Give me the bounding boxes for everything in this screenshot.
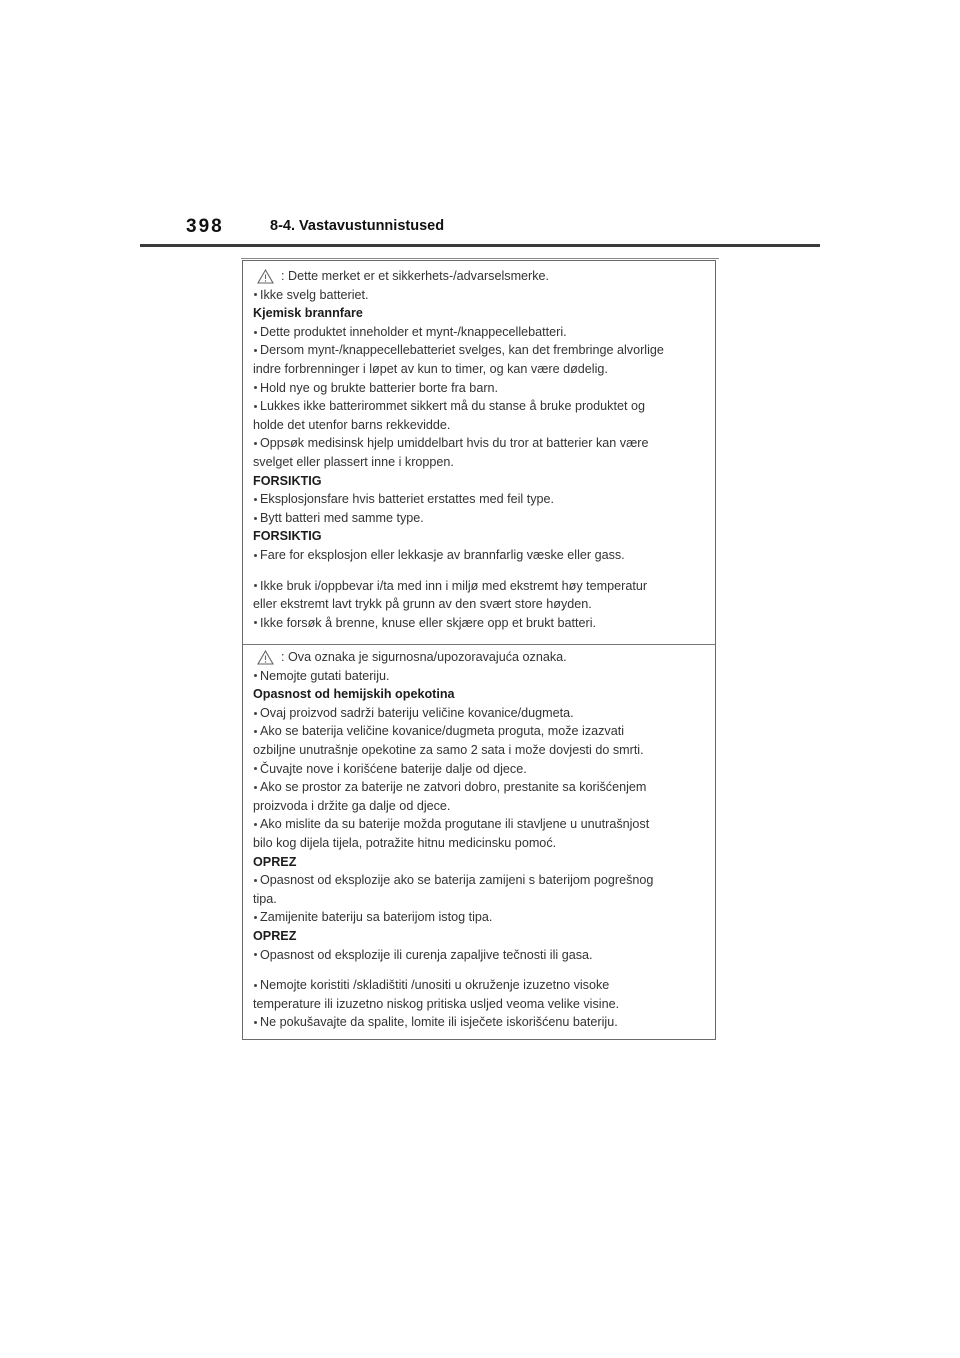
norwegian-lines: [253, 286, 709, 633]
line-text: Nemojte koristiti /skladištiti /unositi u okruženje izuzetno visoke: [260, 978, 610, 993]
label-text-line: [253, 490, 709, 509]
label-text-line: [253, 778, 709, 797]
label-text-line: [253, 360, 709, 379]
line-text: holde det utenfor barns rekkevidde.: [253, 417, 451, 432]
line-text: Ovaj proizvod sadrži bateriju veličine kovanice/dugmeta.: [260, 705, 574, 720]
warning-triangle-icon: [257, 269, 274, 284]
line-text: OPREZ: [253, 928, 297, 943]
line-text: Dette produktet inneholder et mynt-/knappecellebatteri.: [260, 324, 567, 339]
line-text: temperature ili izuzetno niskog pritiska usljed veoma velike visine.: [253, 996, 620, 1011]
line-text: Oppsøk medisinsk hjelp umiddelbart hvis du tror at batterier kan være: [260, 436, 649, 451]
label-text-line: [253, 815, 709, 834]
label-heading: [253, 472, 709, 491]
label-text-line: [253, 834, 709, 853]
line-text: Ako se prostor za baterije ne zatvori dobro, prestanite sa korišćenjem: [260, 780, 647, 795]
bullet-icon: [254, 823, 257, 826]
bullet-icon: [254, 349, 257, 352]
line-text: Opasnost od eksplozije ako se baterija zamijeni s baterijom pogrešnog: [260, 873, 654, 888]
norwegian-warning-text: : Dette merket er et sikkerhets-/advarselsmerke.: [281, 269, 550, 283]
label-text-line: [253, 976, 709, 995]
norwegian-warning-line: [253, 267, 709, 286]
blank-line: [253, 565, 709, 577]
bullet-icon: [254, 712, 257, 715]
line-text: Dersom mynt-/knappecellebatteriet svelges, kan det frembringe alvorlige: [260, 343, 664, 358]
bullet-icon: [254, 331, 257, 334]
label-text-line: [253, 995, 709, 1014]
line-text: Ikke bruk i/oppbevar i/ta med inn i miljø med ekstremt høy temperatur: [260, 578, 648, 593]
bullet-icon: [254, 442, 257, 445]
label-text-line: [253, 595, 709, 614]
bullet-icon: [254, 517, 257, 520]
label-text-line: [253, 546, 709, 565]
label-text-line: [253, 890, 709, 909]
line-text: OPREZ: [253, 854, 297, 869]
bullet-icon: [254, 916, 257, 919]
line-text: Opasnost od eksplozije ili curenja zapaljive tečnosti ili gasa.: [260, 947, 593, 962]
label-text-line: [253, 797, 709, 816]
label-text-line: [253, 704, 709, 723]
line-text: Kjemisk brannfare: [253, 306, 363, 321]
blank-line: [253, 964, 709, 976]
line-text: Ikke svelg batteriet.: [260, 287, 369, 302]
bullet-icon: [254, 879, 257, 882]
label-text-line: [253, 908, 709, 927]
label-heading: [253, 527, 709, 546]
bullet-icon: [254, 621, 257, 624]
battery-warning-label: [242, 260, 716, 1040]
bullet-icon: [254, 953, 257, 956]
line-text: Fare for eksplosjon eller lekkasje av brannfarlig væske eller gass.: [260, 547, 625, 562]
line-text: Ikke forsøk å brenne, knuse eller skjære opp et brukt batteri.: [260, 615, 596, 630]
label-text-line: [253, 614, 709, 633]
line-text: FORSIKTIG: [253, 529, 322, 544]
line-text: Nemojte gutati bateriju.: [260, 668, 390, 683]
label-text-line: [253, 434, 709, 453]
section-divider: [243, 644, 715, 645]
bullet-icon: [254, 293, 257, 296]
label-text-line: [253, 667, 709, 686]
line-text: proizvoda i držite ga dalje od djece.: [253, 798, 451, 813]
bullet-icon: [254, 1021, 257, 1024]
bullet-icon: [254, 554, 257, 557]
line-text: Ako se baterija veličine kovanice/dugmeta proguta, može izazvati: [260, 724, 625, 739]
bullet-icon: [254, 984, 257, 987]
croatian-warning-text: : Ova oznaka je sigurnosna/upozoravajuća oznaka.: [281, 650, 567, 664]
line-text: FORSIKTIG: [253, 473, 322, 488]
line-text: Lukkes ikke batterirommet sikkert må du stanse å bruke produktet og: [260, 399, 645, 414]
label-text-line: [253, 760, 709, 779]
warning-triangle-icon: [257, 650, 274, 665]
croatian-section: [253, 648, 709, 1032]
line-text: Eksplosjonsfare hvis batteriet erstattes med feil type.: [260, 492, 554, 507]
line-text: Hold nye og brukte batterier borte fra barn.: [260, 380, 499, 395]
label-text-line: [253, 453, 709, 472]
line-text: tipa.: [253, 891, 277, 906]
line-text: Ne pokušavajte da spalite, lomite ili isječete iskorišćenu bateriju.: [260, 1015, 618, 1030]
label-text-line: [253, 509, 709, 528]
bullet-icon: [254, 405, 257, 408]
label-text-line: [253, 323, 709, 342]
bullet-icon: [254, 386, 257, 389]
line-text: Opasnost od hemijskih opekotina: [253, 687, 455, 702]
label-text-line: [253, 741, 709, 760]
croatian-lines: [253, 667, 709, 1032]
label-heading: [253, 304, 709, 323]
header-rule: [140, 244, 820, 247]
label-text-line: [253, 1013, 709, 1032]
bullet-icon: [254, 786, 257, 789]
line-text: ozbiljne unutrašnje opekotine za samo 2 sata i može dovjesti do smrti.: [253, 742, 644, 757]
page-header: [140, 210, 820, 246]
line-text: Čuvajte nove i korišćene baterije dalje od djece.: [260, 761, 527, 776]
section-title: 8-4. Vastavustunnistused: [270, 218, 445, 234]
box-top-line: [241, 258, 719, 259]
line-text: Bytt batteri med samme type.: [260, 510, 424, 525]
label-text-line: [253, 416, 709, 435]
line-text: indre forbrenninger i løpet av kun to timer, og kan være dødelig.: [253, 361, 608, 376]
label-text-line: [253, 397, 709, 416]
line-text: svelget eller plassert inne i kroppen.: [253, 454, 454, 469]
label-text-line: [253, 722, 709, 741]
page-number: 398: [186, 216, 224, 237]
label-heading: [253, 853, 709, 872]
bullet-icon: [254, 730, 257, 733]
bullet-icon: [254, 584, 257, 587]
label-text-line: [253, 379, 709, 398]
line-text: eller ekstremt lavt trykk på grunn av den svært store høyden.: [253, 597, 592, 612]
label-text-line: [253, 341, 709, 360]
label-text-line: [253, 286, 709, 305]
bullet-icon: [254, 767, 257, 770]
label-text-line: [253, 946, 709, 965]
croatian-warning-line: [253, 648, 709, 667]
label-heading: [253, 927, 709, 946]
line-text: Zamijenite bateriju sa baterijom istog tipa.: [260, 910, 493, 925]
label-text-line: [253, 871, 709, 890]
line-text: bilo kog dijela tijela, potražite hitnu medicinsku pomoć.: [253, 835, 557, 850]
line-text: Ako mislite da su baterije možda progutane ili stavljene u unutrašnjost: [260, 817, 650, 832]
label-heading: [253, 685, 709, 704]
bullet-icon: [254, 674, 257, 677]
bullet-icon: [254, 498, 257, 501]
label-text-line: [253, 577, 709, 596]
norwegian-section: [253, 267, 709, 632]
